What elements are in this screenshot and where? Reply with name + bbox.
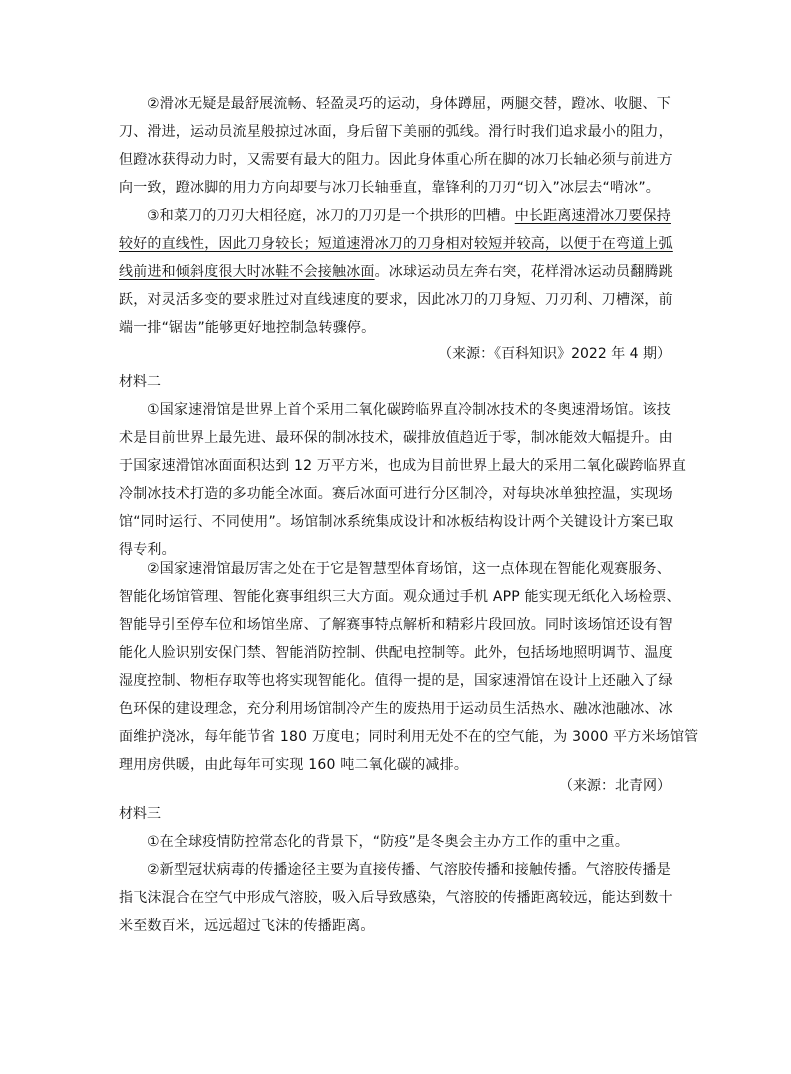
text-line: ①国家速滑馆是世界上首个采用二氧化碳跨临界直冷制冰技术的冬奥速滑场馆。该技 (147, 402, 671, 418)
paragraph-blade (119, 202, 671, 342)
source-citation-1: （来源：《百科知识》2022 年 4 期） (438, 346, 671, 362)
underlined-text: 线前进和倾斜度很大时冰鞋不会接触冰面 (119, 264, 375, 280)
text-line: 面维护浇冰，每年能节省 180 万度电；同时利用无处不在的空气能，为 3000 平方米场馆管 (119, 729, 699, 745)
text-line: 跃，对灵活多变的要求胜过对直线速度的要求，因此冰刀的刀身短、刀刃利、刀槽深，前 (119, 292, 673, 308)
text-line: 冷制冰技术打造的多功能全冰面。赛后冰面可进行分区制冷，对每块冰单独控温，实现场 (119, 486, 673, 502)
text-segment: 。冰球运动员左奔右突，花样滑冰运动员翻腾跳 (374, 264, 673, 280)
text-line: 色环保的建设理念，充分利用场馆制冷产生的废热用于运动员生活热水、融冰池融冰、冰 (119, 701, 673, 717)
text-line: 刀、滑进，运动员流星般掠过冰面，身后留下美丽的弧线。滑行时我们追求最小的阻力， (119, 124, 673, 140)
material-three-heading: 材料三 (119, 806, 161, 822)
paragraph-material-three-1 (119, 828, 671, 856)
text-line: 于国家速滑馆冰面面积达到 12 万平方米，也成为目前世界上最大的采用二氧化碳跨临界直 (119, 458, 687, 474)
text-line (119, 202, 671, 230)
underlined-text: 中长距离速滑冰刀要保持 (514, 208, 671, 224)
text-line (119, 258, 671, 286)
text-line (119, 230, 671, 258)
paragraph-material-two-2 (119, 555, 699, 779)
source-citation-2: （来源：北青网） (559, 778, 671, 794)
text-line: 但蹬冰获得动力时，又需要有最大的阻力。因此身体重心所在脚的冰刀长轴必须与前进方 (119, 152, 673, 168)
text-line: 湿度控制、物柜存取等也将实现智能化。值得一提的是，国家速滑馆在设计上还融入了绿 (119, 673, 673, 689)
material-two-heading: 材料二 (119, 374, 161, 390)
text-segment: ③和菜刀的刀刃大相径庭，冰刀的刀刃是一个拱形的凹槽。 (147, 208, 515, 224)
text-line: 得专利。 (119, 542, 176, 558)
text-line: 能化人脸识别安保门禁、智能消防控制、供配电控制等。此外，包括场地照明调节、温度 (119, 645, 673, 661)
paragraph-skating (119, 90, 671, 202)
text-line: ②滑冰无疑是最舒展流畅、轻盈灵巧的运动，身体蹲屈，两腿交替，蹬冰、收腿、下 (147, 96, 671, 112)
paragraph-material-two-1 (119, 396, 687, 564)
text-line: 馆“同时运行、不同使用”。场馆制冰系统集成设计和冰板结构设计两个关键设计方案已取 (119, 514, 674, 530)
text-line: 米至数百米，远远超过飞沫的传播距离。 (119, 918, 375, 934)
text-line: ②国家速滑馆最厉害之处在于它是智慧型体育场馆，这一点体现在智能化观赛服务、 (147, 561, 671, 577)
text-line: 端一排“锯齿”能够更好地控制急转骤停。 (119, 320, 376, 336)
text-line: ②新型冠状病毒的传播途径主要为直接传播、气溶胶传播和接触传播。气溶胶传播是 (147, 862, 671, 878)
text-line: 术是目前世界上最先进、最环保的制冰技术，碳排放值趋近于零，制冰能效大幅提升。由 (119, 430, 673, 446)
text-line: 理用房供暖，由此每年可实现 160 吨二氧化碳的减排。 (119, 757, 469, 773)
text-line: 智能化场馆管理、智能化赛事组织三大方面。观众通过手机 APP 能实现无纸化入场检票、 (119, 589, 681, 605)
underlined-text: 较好的直线性，因此刀身较长；短道速滑冰刀的刀身相对较短并较高，以便于在弯道上弧 (119, 236, 673, 252)
paragraph-material-three-2 (119, 856, 671, 940)
text-line: 智能导引至停车位和场馆坐席、了解赛事特点解析和精彩片段回放。同时该场馆还设有智 (119, 617, 673, 633)
text-line: 指飞沫混合在空气中形成气溶胶，吸入后导致感染，气溶胶的传播距离较远，能达到数十 (119, 890, 673, 906)
text-line: 向一致，蹬冰脚的用力方向却要与冰刀长轴垂直，靠锋利的刀刃“切入”冰层去“啃冰”。 (119, 180, 661, 196)
text-line: ①在全球疫情防控常态化的背景下，“防疫”是冬奥会主办方工作的重中之重。 (147, 834, 630, 850)
